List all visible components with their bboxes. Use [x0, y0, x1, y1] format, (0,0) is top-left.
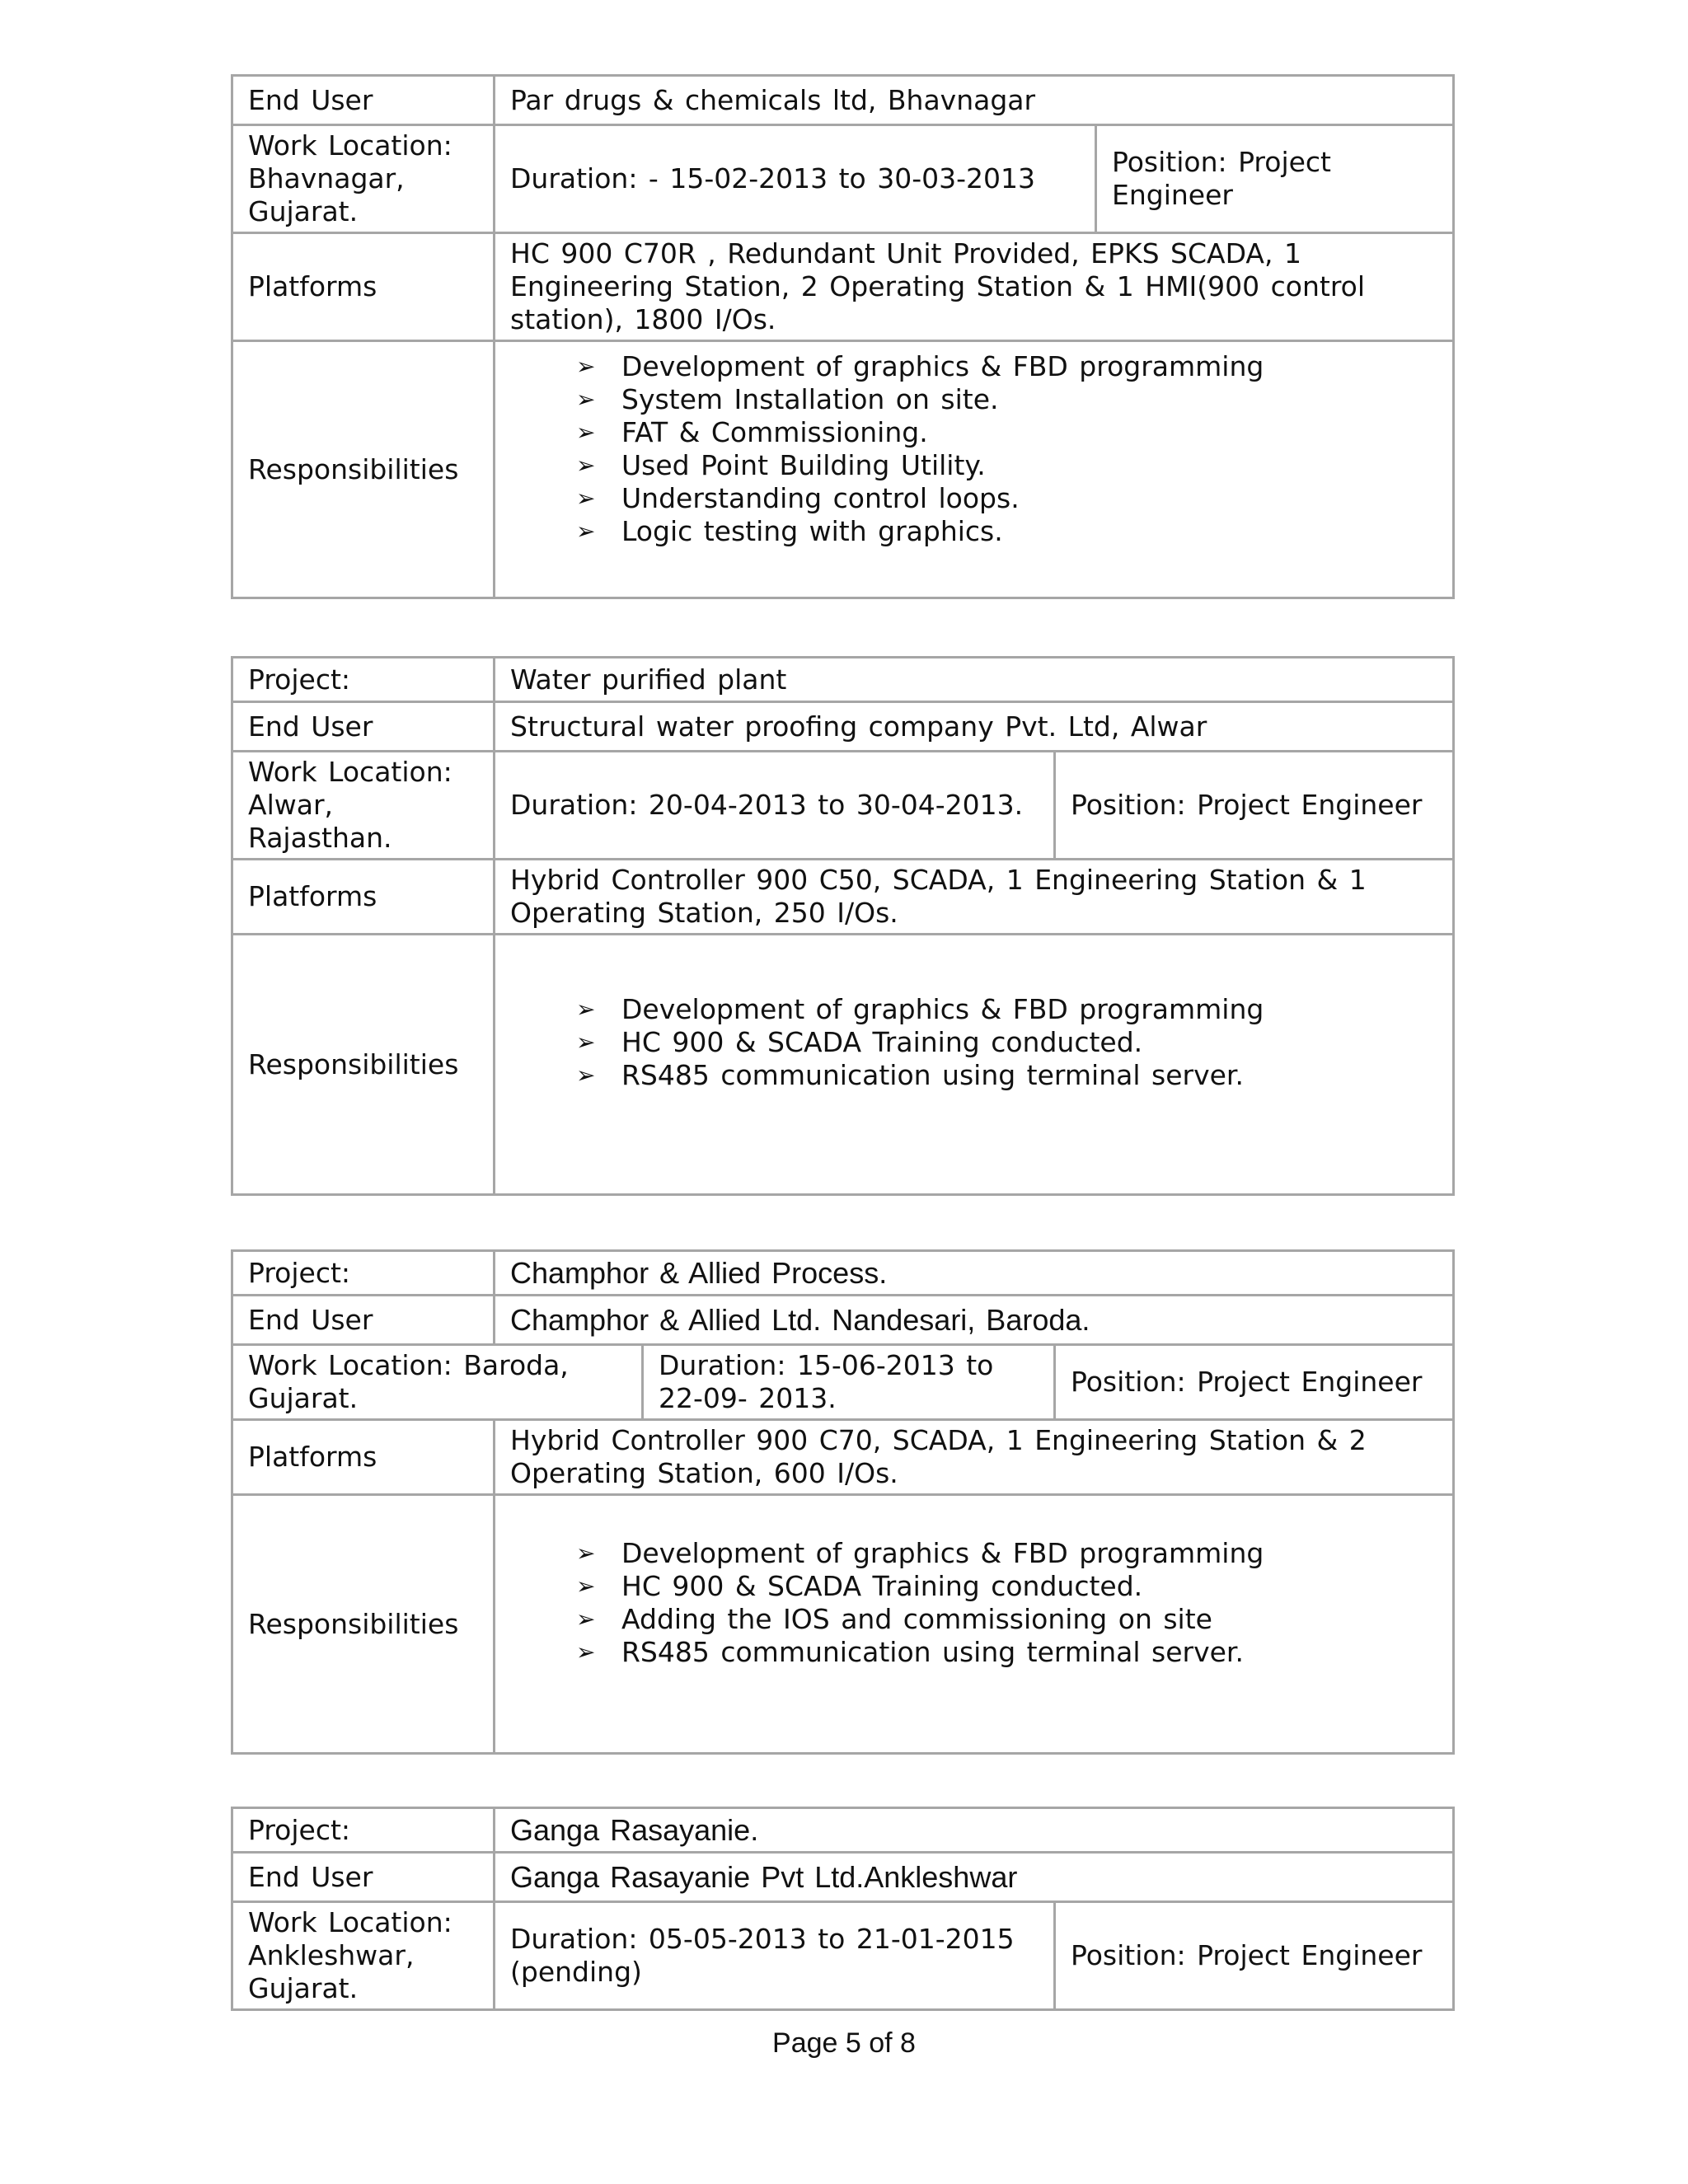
table-row: [232, 658, 1454, 702]
table-row: [232, 125, 1454, 233]
table-row: [232, 76, 1454, 125]
position: Position: Project Engineer: [1055, 1902, 1454, 2010]
position: Position: Project Engineer: [1096, 125, 1454, 233]
end-user-label: End User: [232, 76, 495, 125]
platforms-label: Platforms: [232, 1420, 495, 1495]
arrow-bullet-icon: ➢: [576, 1572, 596, 1600]
list-item: [576, 350, 1437, 383]
project-table-4: [231, 1807, 1455, 2011]
table-row: [232, 1808, 1454, 1853]
list-item-text: FAT & Commissioning.: [621, 416, 928, 448]
list-item-text: Development of graphics & FBD programming: [621, 350, 1264, 382]
end-user-label: End User: [232, 1853, 495, 1902]
duration: Duration: 05-05-2013 to 21-01-2015 (pending): [495, 1902, 1055, 2010]
list-item: [576, 482, 1437, 515]
responsibilities-list: [510, 350, 1437, 548]
work-location: Work Location: Bhavnagar, Gujarat.: [232, 125, 495, 233]
work-location: Work Location: Baroda, Gujarat.: [232, 1345, 643, 1420]
table-row: [232, 1495, 1454, 1754]
work-location: Work Location: Alwar, Rajasthan.: [232, 752, 495, 860]
table-row: [232, 1420, 1454, 1495]
duration: Duration: 15-06-2013 to 22-09- 2013.: [643, 1345, 1055, 1420]
position: Position: Project Engineer: [1055, 1345, 1454, 1420]
project-label: Project:: [232, 658, 495, 702]
list-item-text: Understanding control loops.: [621, 482, 1020, 514]
platforms-label: Platforms: [232, 860, 495, 935]
list-item-text: Logic testing with graphics.: [621, 515, 1003, 547]
project-table-3: [231, 1249, 1455, 1755]
table-row: [232, 860, 1454, 935]
position: Position: Project Engineer: [1055, 752, 1454, 860]
list-item: [576, 449, 1437, 482]
responsibilities-label: Responsibilities: [232, 1495, 495, 1754]
table-row: [232, 752, 1454, 860]
table-row: [232, 341, 1454, 598]
project-table-2: [231, 656, 1455, 1196]
responsibilities-label: Responsibilities: [232, 341, 495, 598]
list-item: [576, 383, 1437, 416]
list-item: [576, 1026, 1437, 1059]
table-row: [232, 1853, 1454, 1902]
table-row: [232, 1251, 1454, 1296]
project-value: Ganga Rasayanie.: [495, 1808, 1454, 1853]
arrow-bullet-icon: ➢: [576, 485, 596, 512]
list-item: [576, 1636, 1437, 1669]
platforms-value: Hybrid Controller 900 C70, SCADA, 1 Engineering Station & 2 Operating Station, 600 I/Os.: [495, 1420, 1454, 1495]
responsibilities-list: [510, 1537, 1437, 1669]
table-row: [232, 1345, 1454, 1420]
table-row: [232, 1902, 1454, 2010]
list-item-text: Used Point Building Utility.: [621, 449, 986, 481]
arrow-bullet-icon: ➢: [576, 996, 596, 1023]
end-user-value: Champhor & Allied Ltd. Nandesari, Baroda.: [495, 1296, 1454, 1345]
responsibilities-label: Responsibilities: [232, 935, 495, 1195]
end-user-label: End User: [232, 702, 495, 752]
work-location: Work Location: Ankleshwar, Gujarat.: [232, 1902, 495, 2010]
list-item: [576, 1537, 1437, 1570]
platforms-label: Platforms: [232, 233, 495, 341]
list-item-text: Development of graphics & FBD programming: [621, 993, 1264, 1025]
list-item-text: System Installation on site.: [621, 383, 999, 415]
list-item: [576, 993, 1437, 1026]
duration: Duration: 20-04-2013 to 30-04-2013.: [495, 752, 1055, 860]
responsibilities-list: [510, 993, 1437, 1092]
end-user-value: Structural water proofing company Pvt. Ltd, Alwar: [495, 702, 1454, 752]
list-item-text: Adding the IOS and commissioning on site: [621, 1603, 1212, 1635]
arrow-bullet-icon: ➢: [576, 518, 596, 545]
list-item: [576, 1059, 1437, 1092]
end-user-value: Ganga Rasayanie Pvt Ltd.Ankleshwar: [495, 1853, 1454, 1902]
responsibilities-cell: [495, 935, 1454, 1195]
duration: Duration: - 15-02-2013 to 30-03-2013: [495, 125, 1096, 233]
table-row: [232, 935, 1454, 1195]
arrow-bullet-icon: ➢: [576, 1029, 596, 1056]
list-item-text: RS485 communication using terminal server.: [621, 1636, 1244, 1668]
table-row: [232, 233, 1454, 341]
responsibilities-cell: [495, 341, 1454, 598]
list-item-text: Development of graphics & FBD programming: [621, 1537, 1264, 1569]
arrow-bullet-icon: ➢: [576, 386, 596, 413]
project-label: Project:: [232, 1808, 495, 1853]
responsibilities-cell: [495, 1495, 1454, 1754]
arrow-bullet-icon: ➢: [576, 1540, 596, 1567]
page-number: Page 5 of 8: [772, 2027, 916, 2059]
arrow-bullet-icon: ➢: [576, 452, 596, 479]
project-value: Champhor & Allied Process.: [495, 1251, 1454, 1296]
list-item-text: RS485 communication using terminal server.: [621, 1059, 1244, 1091]
project-label: Project:: [232, 1251, 495, 1296]
end-user-value: Par drugs & chemicals ltd, Bhavnagar: [495, 76, 1454, 125]
arrow-bullet-icon: ➢: [576, 419, 596, 446]
arrow-bullet-icon: ➢: [576, 1605, 596, 1633]
list-item-text: HC 900 & SCADA Training conducted.: [621, 1570, 1143, 1602]
platforms-value: HC 900 C70R , Redundant Unit Provided, EPKS SCADA, 1 Engineering Station, 2 Operating Station & 1 HMI(900 control station), 1800 I/Os.: [495, 233, 1454, 341]
list-item: [576, 416, 1437, 449]
project-table-1: [231, 74, 1455, 599]
list-item: [576, 515, 1437, 548]
platforms-value: Hybrid Controller 900 C50, SCADA, 1 Engineering Station & 1 Operating Station, 250 I/Os.: [495, 860, 1454, 935]
table-row: [232, 1296, 1454, 1345]
arrow-bullet-icon: ➢: [576, 353, 596, 380]
table-row: [232, 702, 1454, 752]
list-item-text: HC 900 & SCADA Training conducted.: [621, 1026, 1143, 1058]
arrow-bullet-icon: ➢: [576, 1638, 596, 1666]
project-value: Water purified plant: [495, 658, 1454, 702]
arrow-bullet-icon: ➢: [576, 1062, 596, 1089]
list-item: [576, 1570, 1437, 1603]
end-user-label: End User: [232, 1296, 495, 1345]
list-item: [576, 1603, 1437, 1636]
